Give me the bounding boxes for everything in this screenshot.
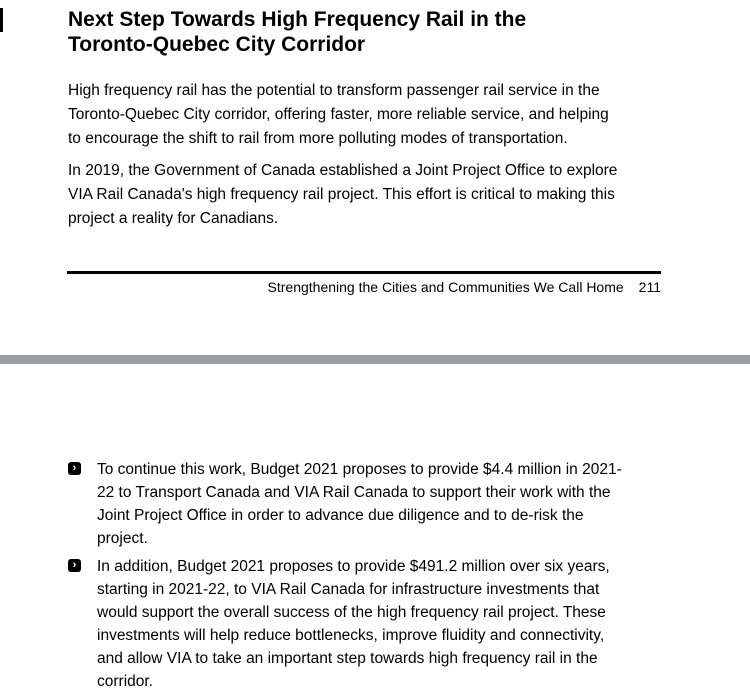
bullet-text: In addition, Budget 2021 proposes to provide $491.2 million over six years, starting in 2021-22, to VIA Rail Canada for infrastructure investments that would support the overall success of the high frequency rail project. These investments will help reduce bottlenecks, improve fluidity and connectivity, and allow VIA to take an important step towards high frequency rail in the corridor. [97,558,610,690]
bullet-text: To continue this work, Budget 2021 proposes to provide $4.4 million in 2021- 22 to Transport Canada and VIA Rail Canada to support their work with the Joint Project Office in order to advance due diligence and to de-risk the project. [97,461,622,547]
page-separator-bar [0,355,750,364]
page-number: 211 [638,279,661,295]
chevron-right-icon: › [68,559,81,572]
paragraph-joint-project-office: In 2019, the Government of Canada established a Joint Project Office to explore VIA Rail Canada's high frequency rail project. This effort is critical to making this project a reality for Canadians. [68,162,618,227]
paragraph-intro: High frequency rail has the potential to transform passenger rail service in the Toronto-Quebec City corridor, offering faster, more reliable service, and helping to encourage the shift to rail from more polluting modes of transportation. [68,82,609,147]
page-footer [67,278,661,296]
footer-rule [67,271,661,274]
running-title: Strengthening the Cities and Communities We Call Home [267,279,624,295]
page-title: Next Step Towards High Frequency Rail in the Toronto-Quebec City Corridor [68,8,527,56]
chevron-right-icon: › [68,462,81,475]
bullet-item-budget-491-2-million [68,555,610,692]
bullet-item-budget-4-4-million [68,458,622,550]
left-edge-mark [0,8,3,32]
